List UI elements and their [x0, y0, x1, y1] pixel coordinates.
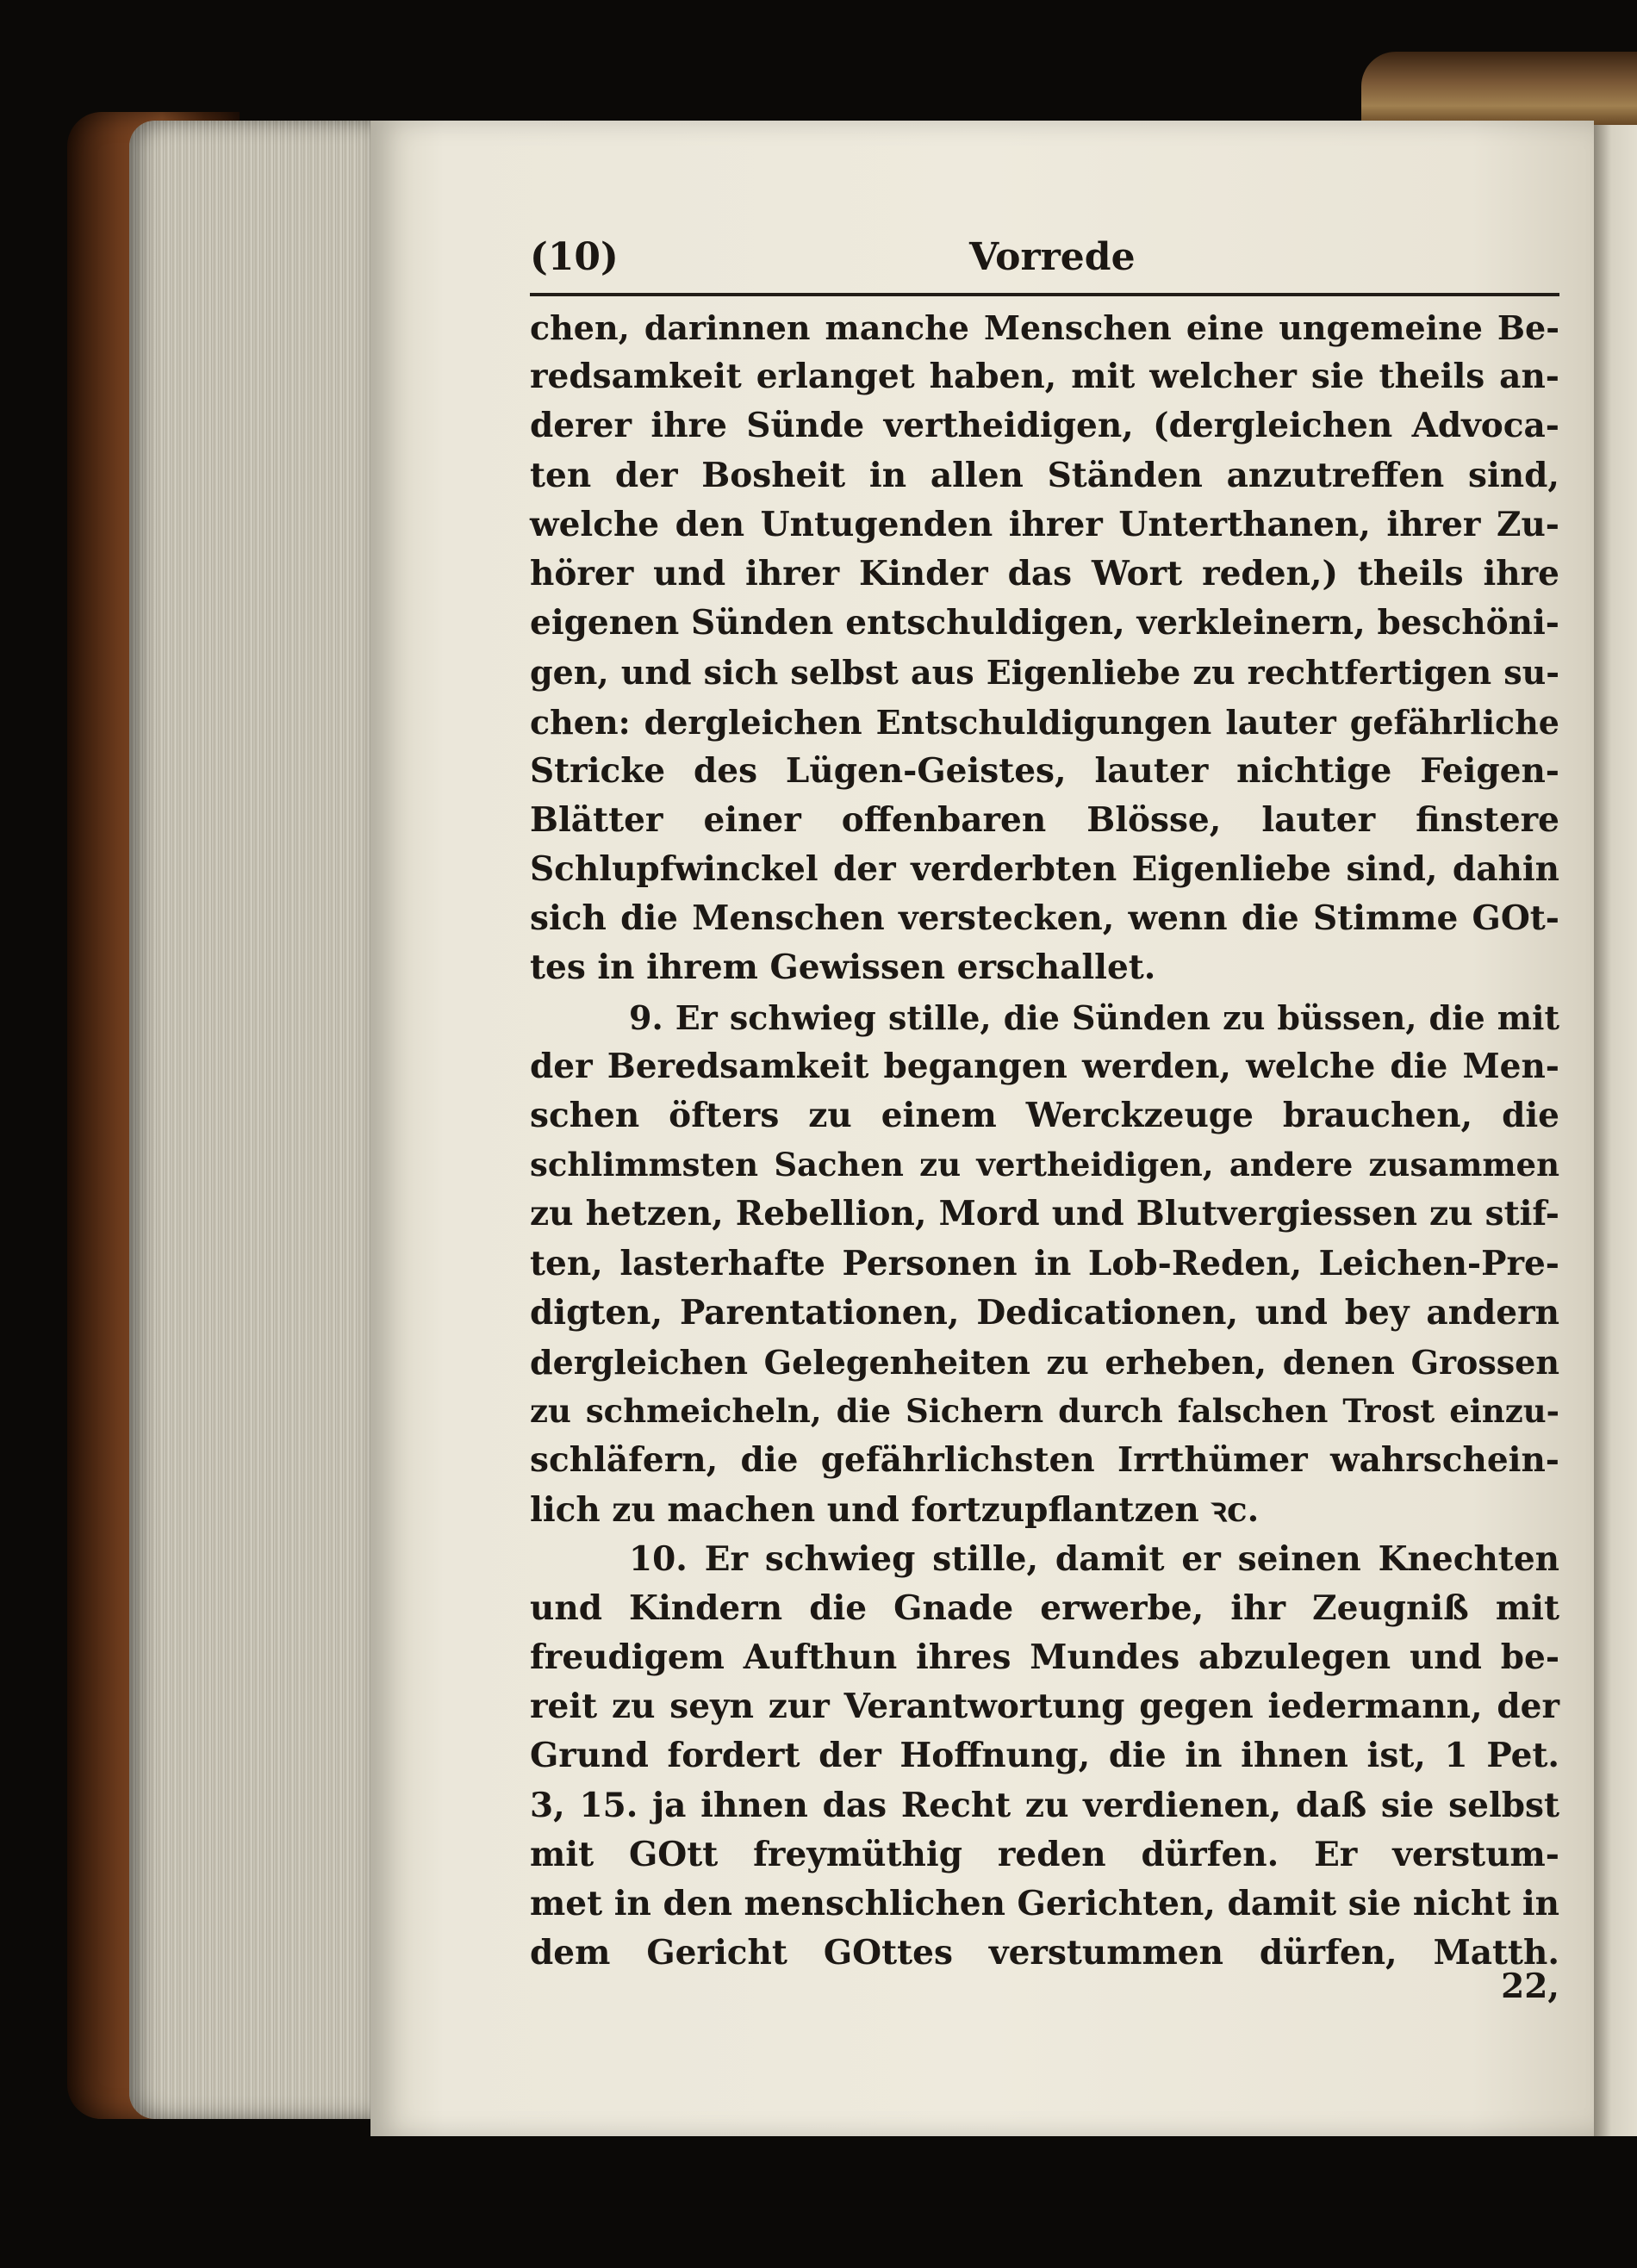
text-line: Grund fordert der Hoffnung, die in ihnen ist, 1 Pet.	[530, 1736, 1559, 1776]
text-line: hörer und ihrer Kinder das Wort reden,) theils ihre	[530, 553, 1559, 593]
text-line: tes in ihrem Gewissen erschallet.	[530, 948, 1156, 988]
text-line: dem Gericht GOttes verstummen dürfen, Matth.	[530, 1933, 1559, 1973]
text-line: zu schmeicheln, die Sichern durch falschen Trost einzu-	[530, 1392, 1559, 1431]
paragraph-10-start: 10. Er schwieg stille, damit er seinen Knechten	[629, 1538, 1559, 1579]
text-line: lich zu machen und fortzupflantzen ꝛc.	[530, 1489, 1260, 1530]
text-line: gen, und sich selbst aus Eigenliebe zu rechtfertigen su-	[530, 653, 1559, 693]
text-line: chen: dergleichen Entschuldigungen lauter gefährliche	[530, 702, 1559, 742]
text-line: redsamkeit erlanget haben, mit welcher sie theils an-	[530, 357, 1559, 397]
text-line: und Kindern die Gnade erwerbe, ihr Zeugniß mit	[530, 1588, 1559, 1628]
text-line: welche den Untugenden ihrer Unterthanen, ihrer Zu-	[530, 504, 1559, 544]
text-line: Schlupfwinckel der verderbten Eigenliebe sind, dahin	[530, 849, 1559, 890]
text-line: met in den menschlichen Gerichten, damit sie nicht in	[530, 1884, 1559, 1923]
page-number: (10)	[530, 235, 619, 279]
page-header	[530, 228, 1559, 289]
text-line: dergleichen Gelegenheiten zu erheben, denen Grossen	[530, 1342, 1559, 1382]
text-line: freudigem Aufthun ihres Mundes abzulegen und be-	[530, 1637, 1559, 1678]
catchword: 22,	[1501, 1967, 1559, 2006]
page-edges	[129, 121, 370, 2119]
text-line: ten, lasterhafte Personen in Lob-Reden, Leichen-Pre-	[530, 1243, 1559, 1283]
text-line: zu hetzen, Rebellion, Mord und Blutvergiessen zu stif-	[530, 1194, 1559, 1234]
text-line: ten der Bosheit in allen Ständen anzutreffen sind,	[530, 455, 1559, 495]
text-line: digten, Parentationen, Dedicationen, und bey andern	[530, 1292, 1559, 1333]
text-line: der Beredsamkeit begangen werden, welche die Men-	[530, 1046, 1559, 1086]
text-line: chen, darinnen manche Menschen eine ungemeine Be-	[530, 308, 1559, 347]
text-line: 3, 15. ja ihnen das Recht zu verdienen, daß sie selbst	[530, 1785, 1559, 1825]
text-line: derer ihre Sünde vertheidigen, (dergleichen Advoca-	[530, 406, 1559, 446]
header-rule	[530, 293, 1559, 296]
text-line: Blätter einer offenbaren Blösse, lauter finstere	[530, 799, 1559, 840]
text-line: schlimmsten Sachen zu vertheidigen, andere zusammen	[530, 1146, 1559, 1184]
text-line: schläfern, die gefährlichsten Irrthümer wahrschein-	[530, 1440, 1559, 1481]
text-line: mit GOtt freymüthig reden dürfen. Er verstum-	[530, 1834, 1559, 1874]
text-line: Stricke des Lügen-Geistes, lauter nichtige Feigen-	[530, 750, 1559, 791]
facing-page-edge	[1594, 125, 1637, 2136]
text-line: reit zu seyn zur Verantwortung gegen iedermann, der	[530, 1687, 1559, 1727]
text-line: schen öfters zu einem Werckzeuge brauchen, die	[530, 1096, 1559, 1135]
running-title: Vorrede	[969, 235, 1136, 279]
paragraph-9-start: 9. Er schwieg stille, die Sünden zu büssen, die mit	[629, 997, 1559, 1037]
body-text	[530, 303, 1559, 1978]
text-line: eigenen Sünden entschuldigen, verkleinern, beschöni-	[530, 603, 1559, 643]
text-line: sich die Menschen verstecken, wenn die Stimme GOt-	[530, 898, 1559, 939]
bookmark-ribbon	[1361, 52, 1637, 129]
